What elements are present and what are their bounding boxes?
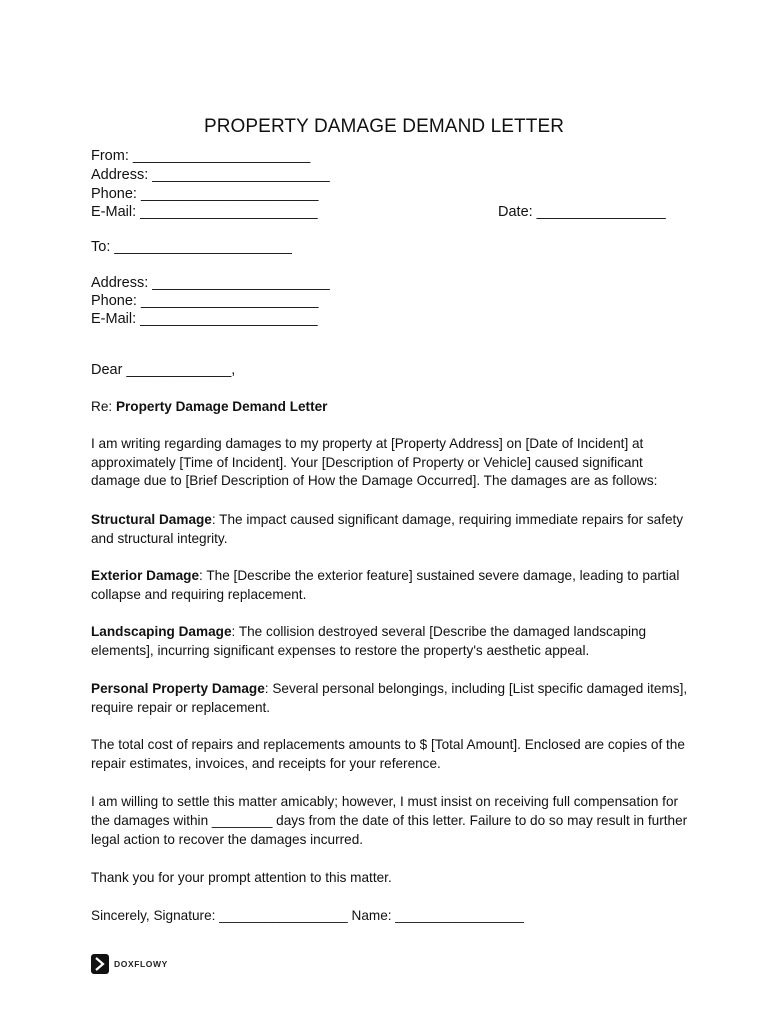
thanks-paragraph: Thank you for your prompt attention to this matter.	[91, 870, 392, 885]
damage-text: : The [Describe the exterior feature] sustained severe damage, leading to partial collapse and requiring replacement.	[91, 568, 680, 602]
sender-address-field: Address: ______________________	[91, 167, 330, 183]
intro-paragraph: I am writing regarding damages to my property at [Property Address] on [Date of Incident] at approximately [Time of Incident]. Your [Description of Property or Vehicle] caused significant damage due to [Brief Description of How the Damage Occurred]. The damages are as follows:	[91, 436, 658, 488]
damage-text: : The impact caused significant damage, requiring immediate repairs for safety and structural integrity.	[91, 512, 684, 546]
document-title: PROPERTY DAMAGE DEMAND LETTER	[203, 116, 565, 137]
re-line	[91, 399, 327, 414]
damage-label: Structural Damage	[91, 512, 212, 527]
damage-item	[91, 511, 691, 548]
damage-label: Exterior Damage	[91, 568, 200, 583]
damage-item	[91, 680, 691, 717]
date-field: Date: ________________	[498, 204, 666, 220]
damage-item	[91, 623, 691, 660]
closing-signature-line: Sincerely, Signature: _________________ Name: _________________	[91, 908, 524, 923]
damage-text: : Several personal belongings, including [List specific damaged items], require repair or replacement.	[91, 681, 688, 715]
total-cost-paragraph: The total cost of repairs and replacements amounts to $ [Total Amount]. Enclosed are copies of the repair estimates, invoices, and receipts for your reference.	[91, 737, 685, 771]
salutation: Dear _____________,	[91, 362, 236, 378]
sender-phone-field: Phone: ______________________	[91, 186, 319, 202]
doxflowy-logo-icon	[91, 954, 109, 974]
re-subject: Property Damage Demand Letter	[115, 399, 328, 414]
damage-text: : The collision destroyed several [Describe the damaged landscaping elements], incurring significant expenses to restore the property's aesthetic appeal.	[91, 624, 647, 658]
brand-logo	[91, 954, 168, 974]
damage-item	[91, 567, 691, 604]
settlement-paragraph: I am willing to settle this matter amicably; however, I must insist on receiving full compensation for the damages within ________ days from the date of this letter. Failure to do so may result in further legal action to recover the damages incurred.	[91, 794, 688, 847]
sender-email-field: E-Mail: ______________________	[91, 204, 318, 220]
damage-label: Personal Property Damage	[91, 681, 265, 696]
from-field: From: ______________________	[91, 148, 311, 164]
damage-label: Landscaping Damage	[91, 624, 232, 639]
brand-name: DOXFLOWY	[114, 959, 168, 969]
recipient-phone-field: Phone: ______________________	[91, 293, 319, 309]
re-prefix: Re:	[91, 399, 116, 414]
recipient-address-field: Address: ______________________	[91, 275, 330, 291]
recipient-email-field: E-Mail: ______________________	[91, 311, 318, 327]
to-field: To: ______________________	[91, 239, 292, 255]
